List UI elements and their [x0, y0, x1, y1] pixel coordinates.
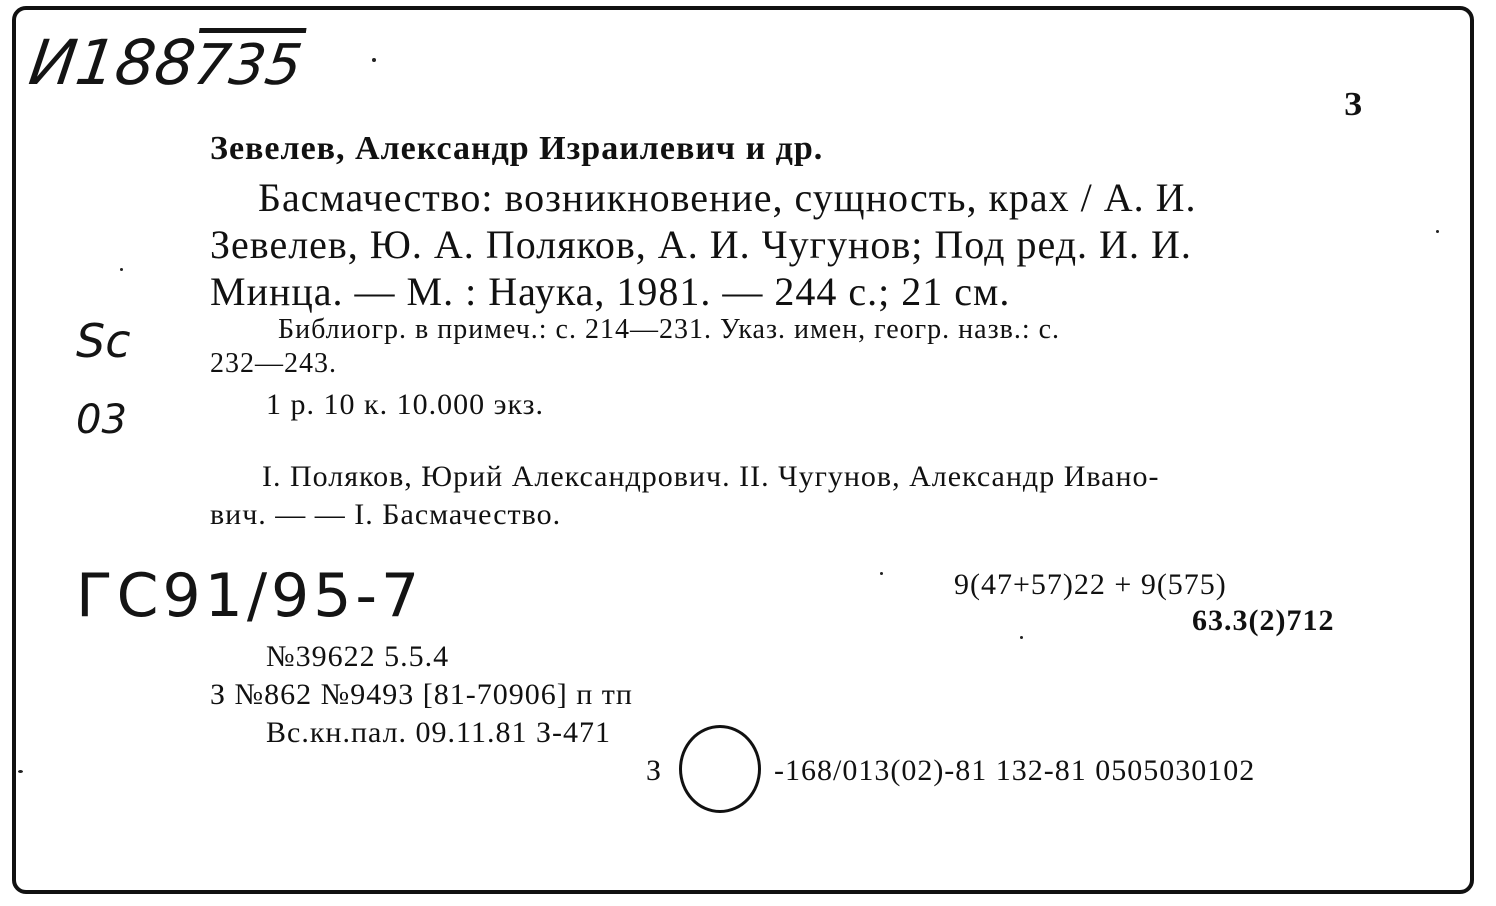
publisher-code-prefix: З [646, 754, 663, 787]
scan-speck [880, 572, 883, 575]
title-line-1: Басмачество: возникновение, сущность, крах / А. И. [258, 175, 1197, 220]
scan-speck [120, 268, 123, 271]
order-line: З №862 №9493 [81-70906] п тп [210, 678, 633, 711]
classification-line-2: 63.3(2)712 [1192, 604, 1335, 637]
scan-speck [1436, 230, 1439, 233]
handwritten-shelf-mark: ГС91/95-7 [76, 561, 424, 631]
notes-line-1: Библиогр. в примеч.: с. 214—231. Указ. имен, геогр. назв.: с. [278, 314, 1061, 345]
book-chamber-line: Вс.кн.пал. 09.11.81 З-471 [266, 716, 611, 749]
scan-speck [1020, 636, 1023, 639]
circle-stamp [679, 725, 761, 813]
price-line: 1 р. 10 к. 10.000 экз. [266, 388, 544, 421]
title-line-3: Минца. — М. : Наука, 1981. — 244 с.; 21 см. [210, 269, 1011, 314]
inventory-suffix: 735 [189, 33, 306, 98]
handwritten-inventory-number [24, 26, 306, 99]
notes-line-2: 232—243. [210, 348, 337, 379]
letter-index: З [1344, 86, 1362, 123]
handwritten-margin-top: Sc [76, 314, 131, 368]
inventory-main: И188 [24, 26, 200, 99]
handwritten-margin-bottom: 03 [76, 397, 127, 443]
scan-speck [18, 770, 23, 773]
title-line-2: Зевелев, Ю. А. Поляков, А. И. Чугунов; Под ред. И. И. [210, 222, 1192, 267]
author-heading: Зевелев, Александр Израилевич и др. [210, 130, 824, 167]
tracing-line-2: вич. — — I. Басмачество. [210, 498, 562, 531]
scan-speck [372, 58, 376, 62]
tracing-line-1: I. Поляков, Юрий Александрович. II. Чугунов, Александр Ивано- [262, 460, 1160, 493]
card-number: №39622 5.5.4 [266, 640, 450, 673]
publisher-code: -168/013(02)-81 132-81 0505030102 [774, 754, 1256, 787]
classification-line-1: 9(47+57)22 + 9(575) [954, 568, 1227, 601]
